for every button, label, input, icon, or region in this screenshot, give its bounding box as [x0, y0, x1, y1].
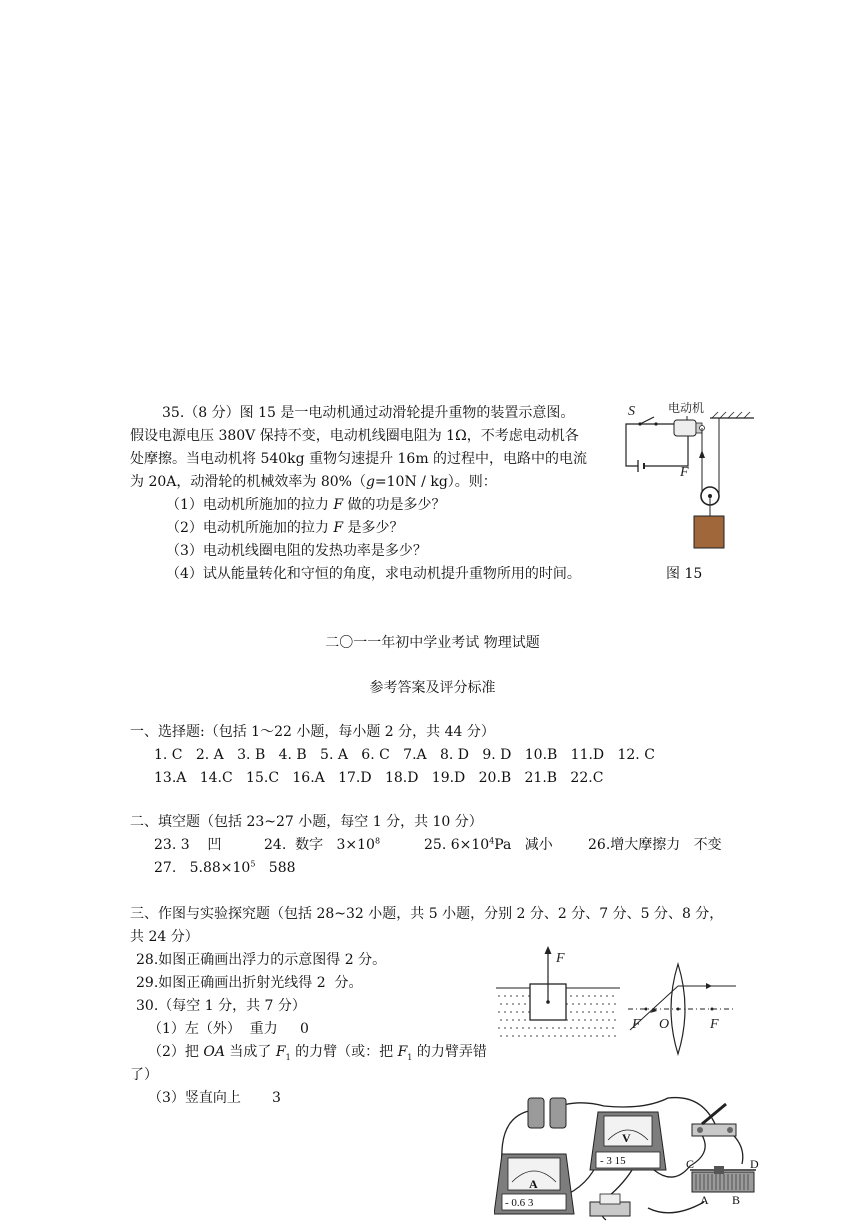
switch-lever [640, 417, 654, 424]
optical-center-label: O [659, 1017, 670, 1032]
q35-sub-3: （3）电动机线圈电阻的发热功率是多少？ [166, 543, 427, 559]
buoyant-force-label: F [556, 951, 565, 966]
motor-label: 电动机 [668, 401, 705, 415]
figure-15-caption: 图 15 [666, 566, 703, 582]
answer-30-3: （3）竖直向上 3 [148, 1090, 281, 1106]
answer-23: 23. 3 凹 [154, 837, 222, 853]
q35-sub-2: （2）电动机所施加的拉力 F 是多少？ [166, 520, 404, 536]
force-label: F [680, 465, 689, 480]
switch-label: S [628, 404, 635, 419]
q35-sub-1: （1）电动机所施加的拉力 F 做的功是多少？ [166, 497, 446, 513]
circuit-switch [692, 1104, 736, 1136]
q35-line-2: 假设电源电压 380V 保持不变，电动机线圈电阻为 1Ω，不考虑电动机各 [130, 428, 579, 444]
figure-15 [612, 398, 762, 558]
answer-26: 26.增大摩擦力 不变 [588, 837, 722, 853]
buoyancy-figure [496, 944, 620, 1046]
answers-subtitle: 参考答案及评分标准 [369, 680, 496, 696]
q35-line-3: 处摩擦。当电动机将 540kg 重物匀速提升 16m 的过程中，电路中的电流 [130, 451, 588, 467]
motor-body [674, 420, 696, 436]
q35-sub-4: （4）试从能量转化和守恒的角度，求电动机提升重物所用的时间。 [166, 566, 581, 582]
battery-2 [550, 1098, 566, 1128]
focus-right-label: F [710, 1017, 719, 1032]
section-1-heading: 一、选择题:（包括 1～22 小题，每小题 2 分，共 44 分） [130, 724, 495, 740]
ammeter [494, 1154, 574, 1214]
section-1-row-2: 13.A 14.C 15.C 16.A 17.D 18.D 19.D 20.B 21.B 22.C [154, 770, 604, 786]
section-1-row-1: 1. C 2. A 3. B 4. B 5. A 6. C 7.A 8. D 9. D 10.B 11.D 12. C [154, 747, 655, 763]
terminal-b: B [732, 1193, 741, 1207]
answer-30-1: （1）左（外） 重力 0 [148, 1021, 309, 1037]
weight-block [694, 516, 724, 548]
answer-28: 28.如图正确画出浮力的示意图得 2 分。 [136, 952, 387, 968]
terminal-a: A [700, 1193, 709, 1207]
rheostat [686, 1157, 759, 1207]
ammeter-label: A [529, 1177, 538, 1191]
answer-30-2: （2）把 OA 当成了 $F_1$ 的力臂（或：把 $F_1$ 的力臂弄错 [148, 1044, 487, 1062]
q35-line-1: 35.（8 分）图 15 是一电动机通过动滑轮提升重物的装置示意图。 [162, 405, 575, 421]
focus-left-label: F [632, 1017, 641, 1032]
section-2-heading: 二、填空题（包括 23~27 小题，每空 1 分，共 10 分） [130, 814, 483, 830]
ammeter-scale: - 0.6 3 [505, 1197, 534, 1209]
terminal-d: D [750, 1157, 759, 1171]
resistor [590, 1194, 630, 1216]
terminal-c: C [686, 1157, 695, 1171]
answer-24: 24. 数字 $3\times 10^8$ [264, 836, 381, 853]
answer-30-2-cont: 了） [130, 1067, 158, 1083]
lens-figure [626, 962, 738, 1056]
answer-27: 27. $5.88\times 10^5$ 588 [154, 859, 296, 876]
battery-1 [528, 1098, 544, 1128]
voltmeter-scale: - 3 15 [600, 1155, 626, 1167]
answers-title: 二〇一一年初中学业考试 物理试题 [325, 635, 540, 651]
voltmeter [590, 1112, 666, 1170]
answer-25: 25. $6\times 10^4Pa$ 减小 [424, 836, 553, 853]
circuit-figure [494, 1090, 770, 1224]
answer-30: 30.（每空 1 分，共 7 分） [136, 998, 306, 1014]
q35-line-4: 为 20A，动滑轮的机械效率为 80%（g=10N / kg）。则： [130, 474, 497, 490]
section-3-heading: 三、作图与实验探究题（包括 28~32 小题，共 5 小题，分别 2 分、2 分、7 分、5 分、8 分， [130, 906, 724, 922]
voltmeter-label: V [622, 1131, 631, 1145]
section-3-heading-cont: 共 24 分） [130, 929, 199, 945]
answer-29: 29.如图正确画出折射光线得 2 分。 [136, 975, 363, 991]
